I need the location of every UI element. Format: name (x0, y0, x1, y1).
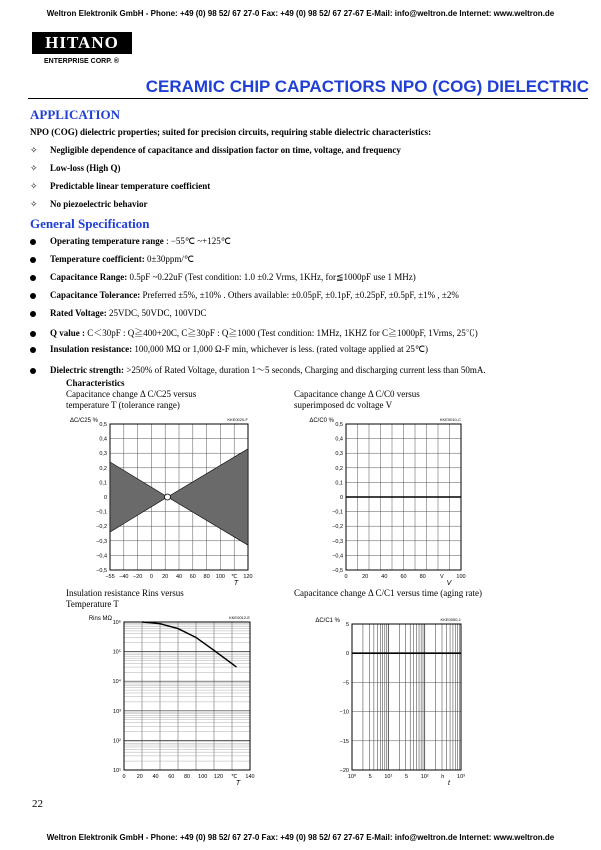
x-tick-label: ℃ (231, 774, 238, 780)
bullet-dot-icon (30, 293, 36, 299)
y-tick-label: 0,5 (335, 422, 343, 428)
x-tick-label: 40 (381, 574, 388, 580)
y-tick-label: 10⁵ (112, 649, 121, 656)
page-title: CERAMIC CHIP CAPACTIORS NPO (COG) DIELECTRIC (145, 77, 589, 96)
bullet-dot-icon (30, 239, 36, 245)
y-tick-label: 0,3 (99, 451, 107, 458)
diamond-bullet-icon: ✧ (30, 182, 38, 192)
y-tick-label: 10¹ (113, 768, 121, 774)
x-tick-label: 10² (420, 774, 429, 780)
y-tick-label: −0,3 (96, 538, 107, 545)
spec-item: Q value : C＜30pF : Q≧400+20C, C≧30pF : Q≧1000 (Test condition: 1MHz, 1KHZ for C≧1000pF, 1Vrms, 25℃) (30, 326, 478, 339)
x-tick-label: 60 (168, 774, 175, 780)
spec-item: Capacitance Tolerance: Preferred ±5%, ±10% . Others available: ±0.05pF, ±0.1pF, ±0.25pF, ±0.5pF, ±1% , ±2% (30, 290, 459, 300)
reference-point-marker (165, 494, 171, 500)
x-tick-label: V (439, 574, 444, 580)
x-tick-label: ℃ (231, 574, 238, 580)
x-tick-label: 20 (162, 574, 169, 580)
chart-capacitance-vs-voltage (309, 412, 471, 587)
y-tick-label: −15 (339, 738, 349, 745)
bullet-dot-icon (30, 311, 36, 317)
tolerance-band-left (110, 462, 168, 532)
y-tick-label: 0 (103, 495, 107, 501)
x-tick-label: h (441, 774, 445, 780)
application-bullet: ✧ Negligible dependence of capacitance and dissipation factor on time, voltage, and frequency (30, 145, 401, 156)
logo-subtitle: ENTERPRISE CORP. ® (44, 58, 120, 65)
x-tick-label: 60 (189, 574, 196, 580)
chart-insulation-vs-temperature (90, 610, 260, 790)
y-tick-label: −10 (339, 709, 349, 716)
spec-item: Rated Voltage: 25VDC, 50VDC, 100VDC (30, 308, 207, 318)
y-axis-label: ΔC/C1 % (315, 618, 340, 624)
x-tick-label: 10³ (457, 774, 465, 780)
spec-item: Temperature coefficient: 0±30ppm/℃ (30, 254, 194, 265)
chart-code: KKE0012-E (229, 615, 250, 620)
x-tick-label: 0 (149, 574, 153, 580)
y-axis-label: ΔC/C25 % (69, 418, 98, 424)
x-tick-label: −55 (105, 574, 115, 580)
y-axis-label: ΔC/C0 % (309, 418, 334, 424)
tolerance-band-right (168, 449, 249, 545)
x-axis-label: t (448, 780, 450, 787)
application-bullet: ✧ Low-loss (High Q) (30, 163, 121, 174)
application-heading: APPLICATION (30, 107, 121, 122)
x-tick-label: 0 (122, 774, 126, 780)
x-axis-label: T (235, 780, 241, 787)
chart-code: KKE0050-1 (440, 617, 461, 622)
bullet-dot-icon (30, 275, 36, 281)
spec-item: Dielectric strength: >250% of Rated Voltage, duration 1～5 seconds, Charging and discharging current less than 50mA. (30, 363, 486, 376)
diamond-bullet-icon: ✧ (30, 200, 38, 210)
plot-frame (352, 624, 461, 770)
x-tick-label: −20 (132, 574, 143, 580)
y-tick-label: −0,5 (96, 568, 107, 574)
y-tick-label: 0,3 (335, 451, 343, 458)
y-tick-label: −0,2 (96, 524, 107, 531)
y-tick-label: 0,4 (335, 436, 343, 443)
x-tick-label: 60 (400, 574, 407, 580)
y-tick-label: −0,1 (332, 509, 343, 516)
spec-item: Insulation resistance: 100,000 MΩ or 1,000 Ω-F min, whichever is less. (rated voltage applied at 25℃) (30, 344, 428, 355)
spec-heading: General Specification (30, 216, 150, 231)
page-footer: Weltron Elektronik GmbH - Phone: +49 (0) 98 52/ 67 27-0 Fax: +49 (0) 98 52/ 67 27-67 E-Mail: info@weltron.de Internet: www.weltron.de (46, 833, 555, 842)
y-tick-label: −5 (342, 680, 349, 687)
chart3-caption: Insulation resistance Rins versus Temperature T (66, 588, 184, 609)
y-tick-label: 0,1 (335, 480, 343, 487)
x-tick-label: 10¹ (384, 774, 393, 780)
hitano-logo (32, 32, 132, 65)
x-tick-label: 5 (368, 774, 372, 780)
y-tick-label: −0,5 (332, 568, 343, 574)
y-tick-label: 0,2 (335, 465, 343, 472)
x-tick-label: 40 (175, 574, 183, 580)
x-tick-label: 100 (215, 574, 225, 580)
x-axis-label: T (233, 580, 239, 587)
x-tick-label: 100 (456, 574, 466, 580)
bullet-dot-icon (30, 331, 36, 337)
chart2-caption: Capacitance change Δ C/C0 versus superimposed dc voltage V (294, 389, 420, 410)
bullet-dot-icon (30, 347, 36, 353)
x-tick-label: 20 (136, 774, 143, 780)
diamond-bullet-icon: ✧ (30, 146, 38, 156)
chart-capacitance-vs-time (316, 612, 471, 790)
y-tick-label: −0,3 (332, 538, 343, 545)
x-axis-label: V (446, 580, 452, 587)
logo-brand: HITANO (32, 32, 132, 54)
x-tick-label: 80 (419, 574, 426, 580)
application-bullet: ✧ No piezoelectric behavior (30, 199, 148, 210)
y-tick-label: 10⁴ (112, 679, 121, 686)
x-tick-label: 40 (152, 774, 159, 780)
x-tick-label: 100 (198, 774, 208, 780)
page-number: 22 (32, 798, 43, 810)
x-tick-label: 10⁰ (347, 774, 357, 780)
y-tick-label: 0,4 (99, 436, 107, 443)
title-rule (28, 98, 588, 99)
x-tick-label: 0 (344, 574, 348, 580)
x-tick-label: 80 (203, 574, 210, 580)
application-bullet: ✧ Predictable linear temperature coefficient (30, 181, 211, 192)
chart-code: KKE0010-C (439, 417, 461, 422)
chart1-caption: Capacitance change Δ C/C25 versus temperature T (tolerance range) (66, 389, 197, 410)
bullet-dot-icon (30, 257, 36, 263)
application-intro: NPO (COG) dielectric properties; suited for precision circuits, requiring stable dielectric characteristics: (30, 127, 432, 137)
x-tick-label: 20 (362, 574, 369, 580)
y-tick-label: −0,2 (332, 524, 343, 531)
y-tick-label: 0,5 (99, 422, 107, 428)
x-tick-label: 120 (213, 774, 224, 780)
x-tick-label: 5 (404, 774, 409, 780)
y-tick-label: 0 (339, 495, 343, 501)
y-tick-label: 5 (345, 622, 349, 628)
y-tick-label: −20 (339, 768, 349, 774)
y-tick-label: −0,1 (96, 509, 107, 516)
spec-item: Capacitance Range: 0.5pF ~0.22uF (Test condition: 1.0 ±0.2 Vrms, 1KHz, for≦1000pF use 1 MHz) (30, 272, 416, 283)
y-tick-label: 0,1 (99, 480, 107, 487)
spec-item: Operating temperature range : −55℃ ~+125℃ (30, 236, 231, 247)
diamond-bullet-icon: ✧ (30, 164, 38, 174)
page-header: Weltron Elektronik GmbH - Phone: +49 (0) 98 52/ 67 27-0 Fax: +49 (0) 98 52/ 67 27-67 E-Mail: info@weltron.de Internet: www.weltron.de (46, 9, 555, 18)
y-tick-label: 10² (113, 738, 121, 745)
chart-code: KKE0020-F (227, 417, 248, 422)
y-tick-label: 10⁶ (112, 620, 121, 626)
y-axis-label: Rins MΩ (88, 616, 112, 622)
y-tick-label: 10³ (113, 708, 121, 715)
y-tick-label: 0 (345, 651, 349, 658)
y-tick-label: −0,4 (96, 553, 107, 560)
plot-frame (124, 622, 250, 770)
x-tick-label: 80 (183, 774, 191, 780)
y-tick-label: 0,2 (99, 465, 107, 472)
chart-capacitance-vs-temperature (69, 412, 258, 587)
bullet-dot-icon (30, 368, 36, 374)
characteristics-heading: Characteristics (66, 378, 125, 388)
chart4-caption: Capacitance change Δ C/C1 versus time (aging rate) (294, 588, 482, 598)
x-tick-label: 120 (243, 574, 253, 580)
x-tick-label: −40 (119, 574, 129, 580)
y-tick-label: −0,4 (332, 553, 343, 560)
x-tick-label: 140 (245, 774, 255, 780)
